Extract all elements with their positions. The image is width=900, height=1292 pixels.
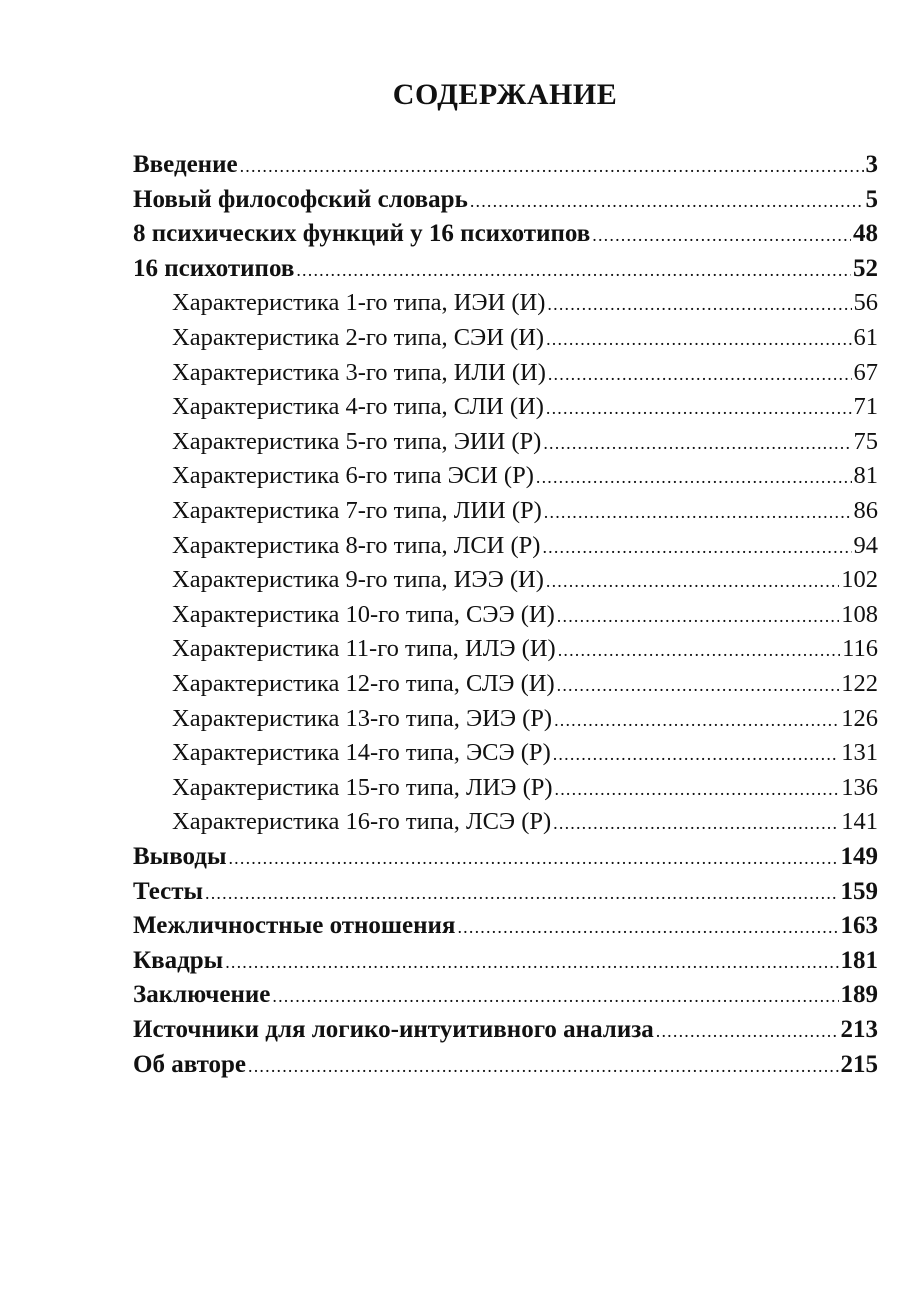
toc-entry-page-number: 215 [840,1050,878,1078]
toc-entry-label: Характеристика 3-го типа, ИЛИ (И) [172,358,546,386]
toc-entry-page-number: 141 [841,808,878,836]
toc-entry-label: Характеристика 5-го типа, ЭИИ (Р) [172,427,542,455]
toc-entry-label: Введение [133,151,238,178]
toc-entry-page-number: 71 [853,393,878,421]
toc-entry [133,254,878,284]
toc-entry-label: Характеристика 11-го типа, ИЛЭ (И) [172,635,556,663]
dot-leader [546,566,839,596]
toc-entry [172,600,878,630]
toc-entry-label: Источники для логико-интуитивного анализа [133,1016,654,1043]
toc-entry [172,669,878,699]
toc-entry-label: Характеристика 13-го типа, ЭИЭ (Р) [172,704,553,732]
toc-entry-label: Характеристика 6-го типа ЭСИ (Р) [172,462,534,490]
toc-entry-label: 16 психотипов [133,254,295,282]
toc-entry [172,704,878,734]
toc-entry [172,531,878,561]
toc-entry-label: Выводы [133,843,227,870]
dot-leader [272,981,838,1011]
toc-entry [133,877,878,907]
dot-leader [553,739,840,769]
dot-leader [457,912,838,942]
toc-entry [172,738,878,768]
toc-entry-label: Характеристика 9-го типа, ИЭЭ (И) [172,566,544,594]
toc-entry [172,634,878,664]
dot-leader [557,670,840,700]
toc-entry [172,288,878,318]
dot-leader [546,393,852,423]
dot-leader [240,151,864,181]
dot-leader [544,497,852,527]
toc-entry [133,842,878,872]
toc-entry-label: Новый философский словарь [133,185,468,213]
toc-entry-page-number: 5 [865,185,878,213]
dot-leader [558,635,840,665]
toc-entry-page-number: 48 [853,220,878,248]
toc-entry [172,323,878,353]
toc-entry-label: Характеристика 14-го типа, ЭСЭ (Р) [172,739,551,767]
toc-entry-page-number: 75 [853,427,878,455]
toc-entry-label: Характеристика 10-го типа, СЭЭ (И) [172,600,555,628]
dot-leader [553,808,839,838]
toc-entry-label: Характеристика 8-го типа, ЛСИ (Р) [172,531,541,559]
toc-entry-label: Характеристика 4-го типа, СЛИ (И) [172,393,544,421]
toc-entry-page-number: 56 [853,289,878,317]
toc-entry-page-number: 159 [840,877,878,905]
dot-leader [228,843,838,873]
toc-entry [172,392,878,422]
toc-entry [133,946,878,976]
toc-entry [133,911,878,941]
toc-entry [172,461,878,491]
toc-entry-page-number: 163 [840,912,878,940]
page-title: СОДЕРЖАНИЕ [392,78,618,111]
toc-entry [133,150,878,180]
dot-leader [248,1051,838,1081]
dot-leader [554,705,839,735]
toc-entry-label: Заключение [133,981,271,1009]
dot-leader [592,220,851,250]
toc-entry-page-number: 136 [841,773,878,801]
toc-entry-label: Характеристика 16-го типа, ЛСЭ (Р) [172,808,552,836]
toc-entry [133,1050,878,1080]
toc-entry [172,807,878,837]
dot-leader [656,1016,839,1046]
toc-entry-page-number: 81 [853,462,878,490]
toc-entry [133,1015,878,1045]
toc-entry-label: Об авторе [133,1050,247,1078]
toc-entry-page-number: 189 [840,981,878,1009]
dot-leader [546,324,851,354]
toc-entry-page-number: 122 [841,670,878,697]
toc-entry-label: 8 психических функций у 16 психотипов [133,220,591,248]
toc-entry-page-number: 102 [841,566,878,594]
dot-leader [542,532,851,562]
dot-leader [548,359,852,389]
dot-leader [296,255,851,285]
toc-entry [172,496,878,526]
toc-entry-page-number: 94 [853,531,878,559]
dot-leader [547,289,851,319]
toc-entry-page-number: 181 [840,946,878,974]
toc-entry-page-number: 3 [865,151,878,178]
toc-entry-label: Характеристика 12-го типа, СЛЭ (И) [172,670,555,697]
toc-entry [133,185,878,215]
dot-leader [225,947,838,977]
toc-entry-label: Тесты [133,877,204,905]
toc-entry-label: Квадры [133,946,224,974]
dot-leader [555,774,840,804]
toc-entry-page-number: 213 [840,1016,878,1043]
toc-entry-page-number: 131 [841,739,878,767]
dot-leader [536,462,852,492]
toc-entry [172,427,878,457]
toc-entry-page-number: 67 [853,358,878,386]
toc-entry-page-number: 86 [853,497,878,524]
toc-entry [172,358,878,388]
toc-entry-page-number: 52 [853,254,878,282]
toc-entry [172,773,878,803]
toc-entry-page-number: 116 [842,635,878,663]
toc-entry-label: Межличностные отношения [133,912,456,940]
dot-leader [205,878,838,908]
toc-entry [133,980,878,1010]
toc-entry-label: Характеристика 1-го типа, ИЭИ (И) [172,289,546,317]
toc-entry-page-number: 126 [841,704,878,732]
toc-entry-page-number: 149 [840,843,878,870]
dot-leader [470,186,864,216]
toc-entry-label: Характеристика 15-го типа, ЛИЭ (Р) [172,773,553,801]
dot-leader [557,601,839,631]
toc-entry-page-number: 108 [841,600,878,628]
toc-entry-label: Характеристика 2-го типа, СЭИ (И) [172,324,545,351]
toc-entry [172,565,878,595]
toc-entry [133,219,878,249]
dot-leader [543,428,851,458]
toc-entry-page-number: 61 [853,324,878,351]
toc-entry-label: Характеристика 7-го типа, ЛИИ (Р) [172,497,542,524]
